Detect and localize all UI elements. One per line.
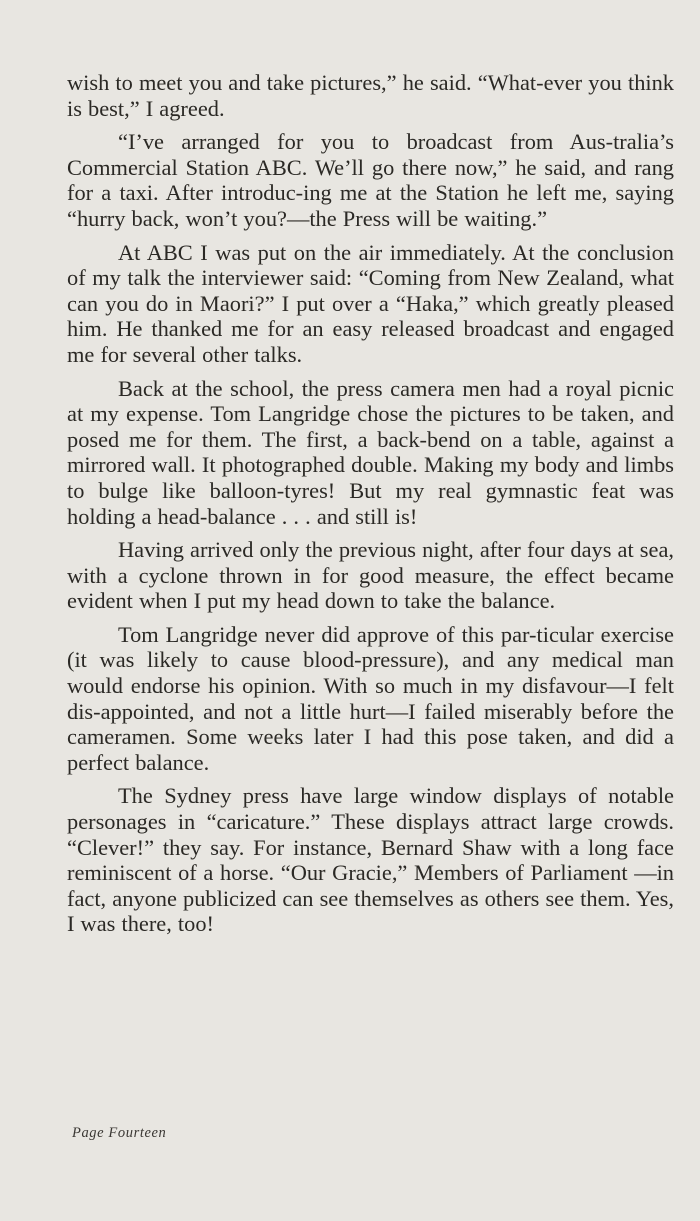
- paragraph-7: The Sydney press have large window displays of notable personages in “caricature.” These displays attract large crowds. “Clever!” they say. For instance, Bernard Shaw with a long face reminiscent of a horse. “Our Gracie,” Members of Parliament —in fact, anyone publicized can see themselves as others see them. Yes, I was there, too!: [67, 783, 674, 937]
- paragraph-6: Tom Langridge never did approve of this par-ticular exercise (it was likely to cause blood-pressure), and any medical man would endorse his opinion. With so much in my disfavour—I felt dis-appointed, and not a little hurt—I failed miserably before the cameramen. Some weeks later I had this pose taken, and did a perfect balance.: [67, 621, 674, 775]
- paragraph-2: “I’ve arranged for you to broadcast from Aus-tralia’s Commercial Station ABC. We’ll go there now,” he said, and rang for a taxi. After introduc-ing me at the Station he left me, saying “hurry back, won’t you?—the Press will be waiting.”: [67, 129, 674, 231]
- paragraph-4: Back at the school, the press camera men had a royal picnic at my expense. Tom Langridge chose the pictures to be taken, and posed me for them. The first, a back-bend on a table, against a mirrored wall. It photographed double. Making my body and limbs to bulge like balloon-tyres! But my real gymnastic feat was holding a head-balance . . . and still is!: [67, 375, 674, 529]
- paragraph-1: wish to meet you and take pictures,” he said. “What-ever you think is best,” I agreed.: [67, 70, 674, 121]
- paragraph-5: Having arrived only the previous night, after four days at sea, with a cyclone thrown in for good measure, the effect became evident when I put my head down to take the balance.: [67, 537, 674, 614]
- page-number: Page Fourteen: [72, 1125, 167, 1141]
- paragraph-3: At ABC I was put on the air immediately. At the conclusion of my talk the interviewer said: “Coming from New Zealand, what can you do in Maori?” I put over a “Haka,” which greatly pleased him. He thanked me for an easy released broadcast and engaged me for several other talks.: [67, 239, 674, 367]
- page-body: [67, 70, 674, 945]
